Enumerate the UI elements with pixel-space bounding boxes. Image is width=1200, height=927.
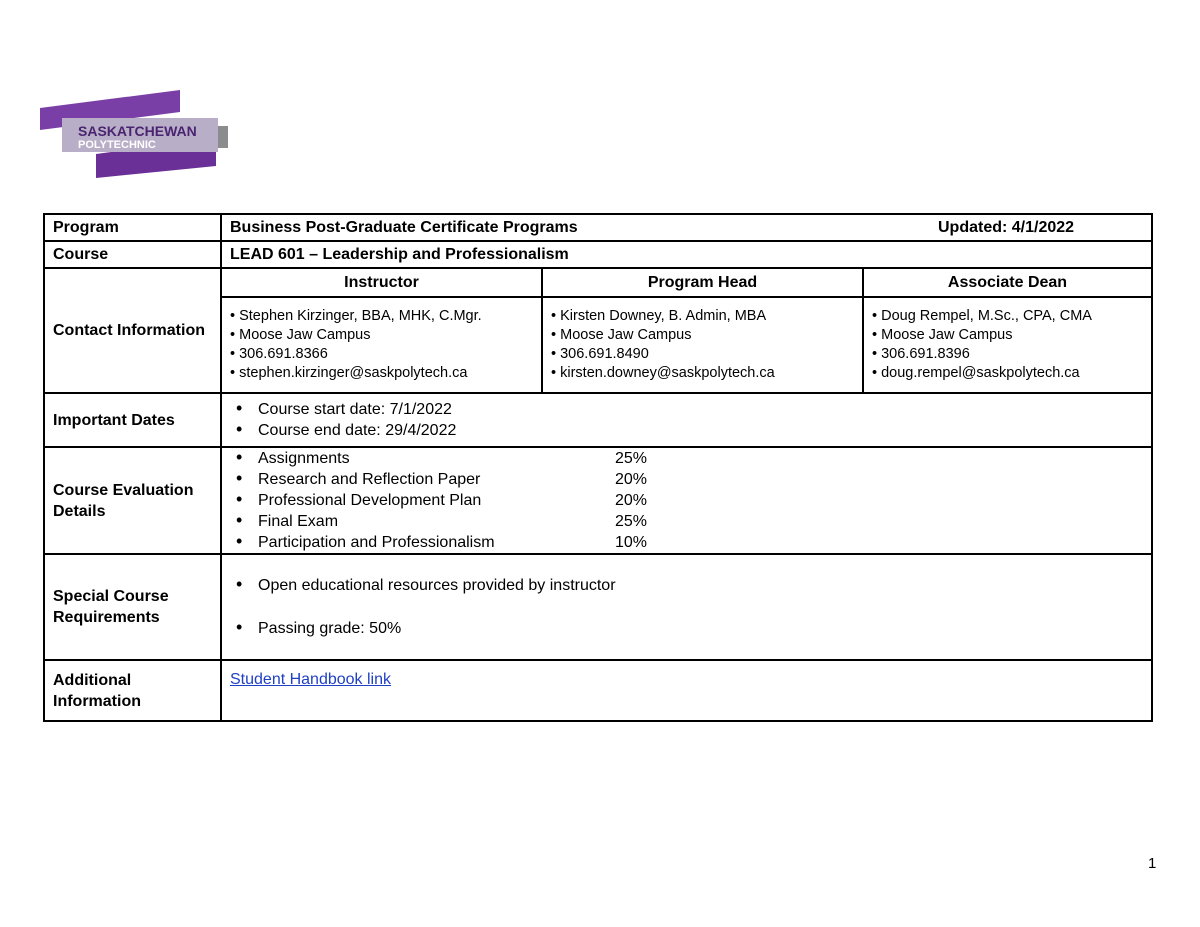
special-requirement-item: • Open educational resources provided by instructor (230, 575, 1143, 596)
program-head-email[interactable]: kirsten.downey@saskpolytech.ca (560, 365, 775, 381)
dates-label: Important Dates (44, 393, 221, 447)
associate-dean-phone: 306.691.8396 (881, 346, 970, 362)
end-date: • Course end date: 29/4/2022 (230, 420, 1143, 441)
evaluation-weight: 20% (615, 471, 648, 488)
evaluation-label: Course Evaluation Details (44, 447, 221, 554)
associate-dean-email[interactable]: doug.rempel@saskpolytech.ca (881, 365, 1080, 381)
instructor-email[interactable]: stephen.kirzinger@saskpolytech.ca (239, 365, 468, 381)
page-number: 1 (1148, 855, 1157, 872)
updated-date: Updated: 4/1/2022 (938, 219, 1075, 236)
associate-dean-header: Associate Dean (863, 268, 1152, 297)
special-requirements-label: Special Course Requirements (44, 554, 221, 660)
evaluation-list (230, 448, 1143, 553)
saskatchewan-polytechnic-logo (40, 86, 232, 180)
dates-list (230, 399, 1143, 441)
associate-dean-name: Doug Rempel, M.Sc., CPA, CMA (881, 308, 1092, 324)
additional-info-row (44, 660, 1152, 721)
evaluation-weight: 25% (615, 513, 648, 530)
program-value: Business Post-Graduate Certificate Programs (230, 218, 578, 236)
instructor-phone: 306.691.8366 (239, 346, 328, 362)
program-row (44, 214, 1152, 241)
course-info-table (43, 213, 1153, 722)
contact-label: Contact Information (44, 268, 221, 393)
course-label: Course (44, 241, 221, 268)
evaluation-item: • Research and Reflection Paper 20% (230, 469, 1143, 490)
instructor-campus: Moose Jaw Campus (239, 327, 371, 343)
course-row (44, 241, 1152, 268)
evaluation-weight: 10% (615, 534, 648, 551)
program-head-phone: 306.691.8490 (560, 346, 649, 362)
evaluation-item: • Assignments 25% (230, 448, 1143, 469)
contact-header-row (44, 268, 1152, 297)
instructor-name: Stephen Kirzinger, BBA, MHK, C.Mgr. (239, 308, 482, 324)
program-head-header: Program Head (542, 268, 863, 297)
evaluation-weight: 25% (615, 450, 648, 467)
additional-info-label: Additional Information (44, 660, 221, 721)
special-requirements-list (230, 575, 1143, 639)
special-requirement-item: • Passing grade: 50% (230, 618, 1143, 639)
course-value: LEAD 601 – Leadership and Professionalism (221, 241, 1152, 268)
evaluation-item: • Final Exam 25% (230, 511, 1143, 532)
associate-dean-contact: • Doug Rempel, M.Sc., CPA, CMA • Moose Jaw Campus • 306.691.8396 • doug.rempel@saskpolytech.ca (863, 297, 1152, 393)
dates-row (44, 393, 1152, 447)
logo-line2: POLYTECHNIC (78, 139, 156, 151)
evaluation-weight: 20% (615, 492, 648, 509)
program-head-name: Kirsten Downey, B. Admin, MBA (560, 308, 767, 324)
instructor-header: Instructor (221, 268, 542, 297)
special-requirements-row (44, 554, 1152, 660)
logo-line1: SASKATCHEWAN (78, 123, 197, 139)
associate-dean-campus: Moose Jaw Campus (881, 327, 1013, 343)
start-date: • Course start date: 7/1/2022 (230, 399, 1143, 420)
student-handbook-link[interactable]: Student Handbook link (230, 671, 391, 688)
evaluation-row (44, 447, 1152, 554)
program-head-campus: Moose Jaw Campus (560, 327, 692, 343)
program-label: Program (44, 214, 221, 241)
evaluation-item: • Participation and Professionalism 10% (230, 532, 1143, 553)
instructor-contact: • Stephen Kirzinger, BBA, MHK, C.Mgr. • Moose Jaw Campus • 306.691.8366 • stephen.kirzinger@saskpolytech.ca (221, 297, 542, 393)
program-head-contact: • Kirsten Downey, B. Admin, MBA • Moose Jaw Campus • 306.691.8490 • kirsten.downey@saskpolytech.ca (542, 297, 863, 393)
evaluation-item: • Professional Development Plan 20% (230, 490, 1143, 511)
